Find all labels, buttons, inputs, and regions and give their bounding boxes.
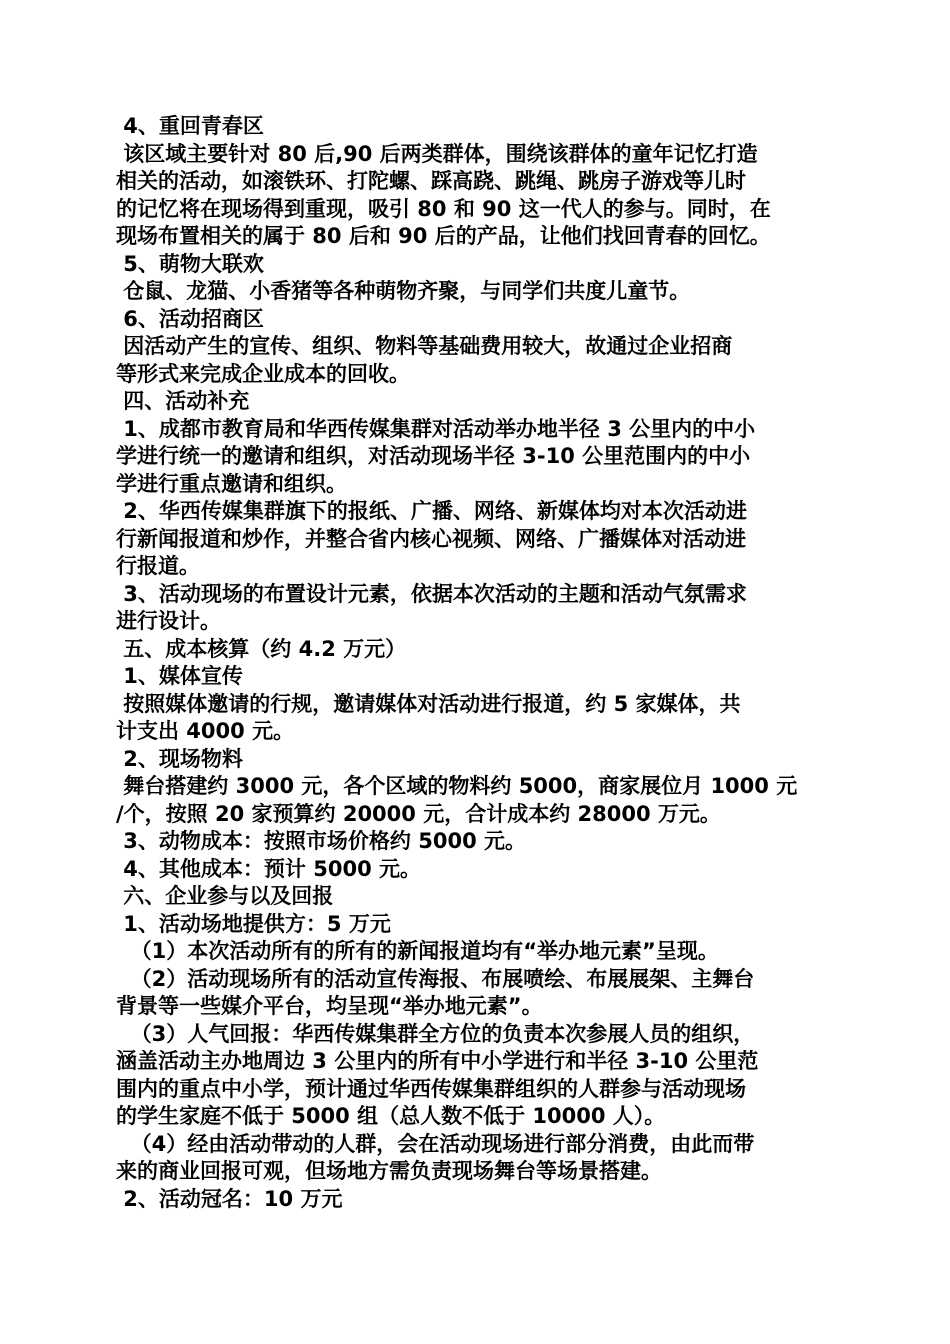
text-line: 涵盖活动主办地周边 3 公里内的所有中小学进行和半径 3-10 公里范 [116,1049,759,1073]
text-line: 学进行重点邀请和组织。 [116,471,347,496]
text-line: 六、企业参与以及回报 [116,884,334,908]
text-line: 等形式来完成企业成本的回收。 [116,361,410,386]
text-line: 该区域主要针对 80 后,90 后两类群体，围绕该群体的童年记忆打造 [116,141,758,166]
text-line: 3、活动现场的布置设计元素，依据本次活动的主题和活动气氛需求 [116,581,747,606]
text-line: （2）活动现场所有的活动宣传海报、布展喷绘、布展展架、主舞台 [116,966,755,991]
text-line: 按照媒体邀请的行规，邀请媒体对活动进行报道，约 5 家媒体，共 [116,691,741,716]
text-line: 行新闻报道和炒作，并整合省内核心视频、网络、广播媒体对活动进 [116,526,746,551]
text-line: 计支出 4000 元。 [116,719,295,743]
text-line: 背景等一些媒介平台，均呈现“举办地元素”。 [116,994,543,1018]
text-line: 2、华西传媒集群旗下的报纸、广播、网络、新媒体均对本次活动进 [116,499,747,523]
text-line: （4）经由活动带动的人群，会在活动现场进行部分消费，由此而带 [116,1131,755,1156]
text-line: 围内的重点中小学，预计通过华西传媒集群组织的人群参与活动现场 [116,1076,746,1101]
text-line: 4、重回青春区 [116,114,264,138]
text-line: 3、动物成本：按照市场价格约 5000 元。 [116,829,526,853]
text-line: 2、活动冠名：10 万元 [116,1186,343,1211]
text-line: 的学生家庭不低于 5000 组（总人数不低于 10000 人）。 [116,1104,666,1128]
text-line: 5、萌物大联欢 [116,251,264,276]
text-line: /个，按照 20 家预算约 20000 元，合计成本约 28000 万元。 [116,801,721,826]
text-line: 4、其他成本：预计 5000 元。 [116,856,421,881]
text-line: 1、媒体宣传 [116,664,243,688]
text-line: 的记忆将在现场得到重现，吸引 80 和 90 这一代人的参与。同时，在 [116,196,771,221]
text-line: 五、成本核算（约 4.2 万元） [116,636,407,661]
text-line: 1、活动场地提供方：5 万元 [116,911,391,936]
text-line: 现场布置相关的属于 80 后和 90 后的产品，让他们找回青春的回忆。 [116,224,771,248]
text-line: 四、活动补充 [116,389,250,413]
text-line: 进行设计。 [116,609,221,633]
text-line: 学进行统一的邀请和组织，对活动现场半径 3-10 公里范围内的中小 [116,444,751,468]
text-line: 仓鼠、龙猫、小香猪等各种萌物齐聚，与同学们共度儿童节。 [116,279,691,303]
text-line: 6、活动招商区 [116,306,264,331]
text-line: 行报道。 [116,554,200,578]
text-line: 1、成都市教育局和华西传媒集群对活动举办地半径 3 公里内的中小 [116,416,756,441]
text-line: （3）人气回报：华西传媒集群全方位的负责本次参展人员的组织， [116,1021,755,1046]
document-page [116,113,838,1213]
text-line: 舞台搭建约 3000 元，各个区域的物料约 5000，商家展位月 1000 元 [116,774,798,798]
text-line: 相关的活动，如滚铁环、打陀螺、踩高跷、跳绳、跳房子游戏等儿时 [116,169,746,193]
text-line: 2、现场物料 [116,746,243,771]
text-line: 来的商业回报可观，但场地方需负责现场舞台等场景搭建。 [116,1159,662,1183]
text-line: （1）本次活动所有的所有的新闻报道均有“举办地元素”呈现。 [116,939,719,963]
text-line: 因活动产生的宣传、组织、物料等基础费用较大，故通过企业招商 [116,334,733,358]
